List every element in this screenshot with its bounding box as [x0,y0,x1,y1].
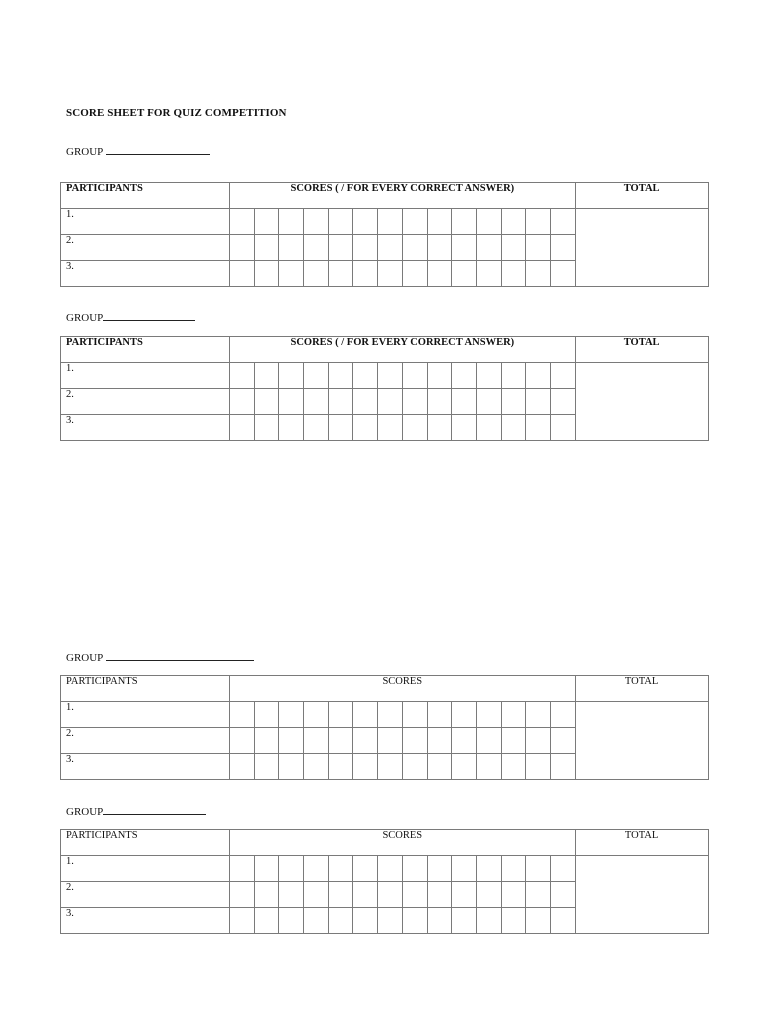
score-cell[interactable] [550,261,575,287]
score-cell[interactable] [378,754,403,780]
score-cell[interactable] [526,235,551,261]
score-cell[interactable] [501,702,526,728]
score-table-2 [60,336,709,441]
score-cell[interactable] [328,363,353,389]
score-cell[interactable] [427,261,452,287]
score-cell[interactable] [427,209,452,235]
score-cell[interactable] [378,702,403,728]
score-cell[interactable] [402,754,427,780]
score-cell[interactable] [501,856,526,882]
score-cell[interactable] [353,908,378,934]
score-cell[interactable] [402,908,427,934]
score-cell[interactable] [550,856,575,882]
score-cell[interactable] [501,209,526,235]
score-cell[interactable] [304,754,329,780]
score-cell[interactable] [550,389,575,415]
score-cell[interactable] [476,363,501,389]
score-cell[interactable] [402,235,427,261]
score-cell[interactable] [402,209,427,235]
group-label-3 [66,650,254,664]
score-cell[interactable] [427,882,452,908]
participant-number[interactable]: 2. [61,235,230,261]
score-cell[interactable] [304,856,329,882]
score-cell[interactable] [279,389,304,415]
group-label-text: GROUP [66,146,103,158]
score-cell[interactable] [378,415,403,441]
score-cell[interactable] [402,856,427,882]
score-cell[interactable] [230,728,255,754]
score-cell[interactable] [378,389,403,415]
score-cell[interactable] [378,728,403,754]
score-cell[interactable] [452,702,477,728]
score-cell[interactable] [353,389,378,415]
score-cell[interactable] [526,702,551,728]
score-cell[interactable] [452,856,477,882]
score-cell[interactable] [452,754,477,780]
total-cell[interactable] [575,702,708,780]
score-cell[interactable] [452,389,477,415]
score-cell[interactable] [378,363,403,389]
score-cell[interactable] [230,882,255,908]
score-cell[interactable] [328,856,353,882]
group-label-text: GROUP [66,806,104,818]
score-cell[interactable] [254,415,279,441]
score-cell[interactable] [378,235,403,261]
score-cell[interactable] [230,209,255,235]
score-cell[interactable] [501,261,526,287]
score-cell[interactable] [526,728,551,754]
score-cell[interactable] [230,908,255,934]
score-cell[interactable] [304,728,329,754]
score-cell[interactable] [427,415,452,441]
score-cell[interactable] [304,209,329,235]
score-cell[interactable] [402,728,427,754]
score-cell[interactable] [230,261,255,287]
score-cell[interactable] [304,908,329,934]
score-cell[interactable] [427,728,452,754]
score-cell[interactable] [378,209,403,235]
score-cell[interactable] [550,702,575,728]
score-cell[interactable] [402,415,427,441]
score-cell[interactable] [254,754,279,780]
score-cell[interactable] [279,908,304,934]
score-cell[interactable] [304,389,329,415]
score-table-4 [60,829,709,934]
score-cell[interactable] [279,235,304,261]
participants-header: PARTICIPANTS [61,830,230,856]
score-cell[interactable] [328,261,353,287]
score-cell[interactable] [230,363,255,389]
score-cell[interactable] [550,882,575,908]
score-cell[interactable] [254,908,279,934]
score-cell[interactable] [230,389,255,415]
score-cell[interactable] [279,415,304,441]
score-cell[interactable] [254,728,279,754]
scores-header: SCORES [230,676,576,702]
score-cell[interactable] [550,908,575,934]
score-cell[interactable] [304,261,329,287]
score-cell[interactable] [378,882,403,908]
score-cell[interactable] [526,415,551,441]
score-cell[interactable] [328,702,353,728]
score-cell[interactable] [353,856,378,882]
total-header: TOTAL [575,830,708,856]
score-cell[interactable] [279,261,304,287]
score-cell[interactable] [279,882,304,908]
score-cell[interactable] [476,261,501,287]
score-cell[interactable] [402,389,427,415]
participant-row [61,363,709,389]
score-cell[interactable] [501,235,526,261]
score-cell[interactable] [526,856,551,882]
score-cell[interactable] [402,882,427,908]
participant-number[interactable]: 3. [61,415,230,441]
score-cell[interactable] [501,754,526,780]
score-cell[interactable] [378,856,403,882]
score-table-1 [60,182,709,287]
score-cell[interactable] [550,235,575,261]
score-cell[interactable] [230,702,255,728]
score-cell[interactable] [452,415,477,441]
score-cell[interactable] [501,908,526,934]
score-cell[interactable] [254,261,279,287]
participant-number[interactable]: 3. [61,261,230,287]
document-title: SCORE SHEET FOR QUIZ COMPETITION [66,107,287,119]
scores-header: SCORES ( / FOR EVERY CORRECT ANSWER) [230,337,576,363]
score-cell[interactable] [328,882,353,908]
score-cell[interactable] [353,415,378,441]
participant-number[interactable]: 1. [61,702,230,728]
score-cell[interactable] [452,209,477,235]
score-cell[interactable] [378,908,403,934]
participant-number[interactable]: 1. [61,363,230,389]
score-cell[interactable] [452,235,477,261]
score-cell[interactable] [526,261,551,287]
score-cell[interactable] [501,415,526,441]
score-cell[interactable] [476,882,501,908]
group-label-2 [66,310,195,324]
total-header: TOTAL [575,676,708,702]
score-cell[interactable] [550,728,575,754]
score-cell[interactable] [353,261,378,287]
score-cell[interactable] [402,261,427,287]
score-cell[interactable] [254,363,279,389]
score-cell[interactable] [550,363,575,389]
score-cell[interactable] [304,882,329,908]
score-cell[interactable] [452,728,477,754]
score-cell[interactable] [353,209,378,235]
participant-number[interactable]: 2. [61,389,230,415]
score-cell[interactable] [526,389,551,415]
group-name-blank[interactable] [106,650,254,661]
score-cell[interactable] [328,728,353,754]
score-cell[interactable] [476,856,501,882]
score-cell[interactable] [328,235,353,261]
participants-header: PARTICIPANTS [61,337,230,363]
score-cell[interactable] [476,908,501,934]
group-name-blank[interactable] [106,144,210,155]
score-cell[interactable] [353,235,378,261]
score-cell[interactable] [526,754,551,780]
score-cell[interactable] [279,856,304,882]
score-cell[interactable] [254,389,279,415]
participant-row [61,856,709,882]
score-cell[interactable] [501,389,526,415]
score-cell[interactable] [476,754,501,780]
score-cell[interactable] [279,363,304,389]
score-cell[interactable] [353,728,378,754]
score-cell[interactable] [230,754,255,780]
score-cell[interactable] [254,209,279,235]
group-label-4 [66,804,206,818]
score-cell[interactable] [304,235,329,261]
participant-number[interactable]: 3. [61,754,230,780]
participant-row [61,702,709,728]
score-cell[interactable] [427,908,452,934]
group-label-1 [66,144,210,158]
score-cell[interactable] [304,363,329,389]
score-cell[interactable] [526,908,551,934]
score-cell[interactable] [279,702,304,728]
score-cell[interactable] [304,415,329,441]
score-cell[interactable] [476,728,501,754]
score-cell[interactable] [230,415,255,441]
score-cell[interactable] [501,882,526,908]
score-cell[interactable] [452,882,477,908]
total-cell[interactable] [575,856,708,934]
participant-number[interactable]: 1. [61,209,230,235]
score-cell[interactable] [476,415,501,441]
score-cell[interactable] [476,389,501,415]
score-cell[interactable] [427,702,452,728]
total-header: TOTAL [575,183,708,209]
participant-number[interactable]: 2. [61,728,230,754]
score-cell[interactable] [254,702,279,728]
score-cell[interactable] [304,702,329,728]
score-cell[interactable] [328,754,353,780]
group-label-text: GROUP [66,312,104,324]
score-cell[interactable] [328,908,353,934]
score-cell[interactable] [328,209,353,235]
score-cell[interactable] [254,235,279,261]
score-cell[interactable] [353,702,378,728]
score-cell[interactable] [378,261,403,287]
score-cell[interactable] [550,415,575,441]
score-cell[interactable] [230,856,255,882]
group-name-blank[interactable] [103,804,206,815]
score-cell[interactable] [254,856,279,882]
score-cell[interactable] [550,754,575,780]
score-cell[interactable] [427,363,452,389]
total-cell[interactable] [575,363,708,441]
participants-header: PARTICIPANTS [61,183,230,209]
score-cell[interactable] [526,209,551,235]
score-cell[interactable] [279,728,304,754]
scores-header: SCORES [230,830,576,856]
score-cell[interactable] [353,754,378,780]
score-cell[interactable] [501,363,526,389]
score-table-3 [60,675,709,780]
participants-header: PARTICIPANTS [61,676,230,702]
score-cell[interactable] [279,754,304,780]
participant-number[interactable]: 2. [61,882,230,908]
scores-header: SCORES ( / FOR EVERY CORRECT ANSWER) [230,183,576,209]
score-cell[interactable] [427,856,452,882]
score-cell[interactable] [230,235,255,261]
score-cell[interactable] [476,235,501,261]
score-cell[interactable] [526,882,551,908]
score-cell[interactable] [427,235,452,261]
total-header: TOTAL [575,337,708,363]
score-cell[interactable] [402,363,427,389]
score-cell[interactable] [526,363,551,389]
score-cell[interactable] [402,702,427,728]
score-cell[interactable] [501,728,526,754]
score-cell[interactable] [476,209,501,235]
score-cell[interactable] [328,415,353,441]
score-cell[interactable] [550,209,575,235]
score-cell[interactable] [476,702,501,728]
total-cell[interactable] [575,209,708,287]
score-cell[interactable] [452,261,477,287]
group-name-blank[interactable] [103,310,195,321]
score-cell[interactable] [353,363,378,389]
score-cell[interactable] [254,882,279,908]
participant-row [61,209,709,235]
score-cell[interactable] [452,363,477,389]
participant-number[interactable]: 1. [61,856,230,882]
score-cell[interactable] [328,389,353,415]
score-cell[interactable] [353,882,378,908]
group-label-text: GROUP [66,652,103,664]
score-cell[interactable] [427,754,452,780]
score-cell[interactable] [452,908,477,934]
participant-number[interactable]: 3. [61,908,230,934]
score-cell[interactable] [279,209,304,235]
score-cell[interactable] [427,389,452,415]
